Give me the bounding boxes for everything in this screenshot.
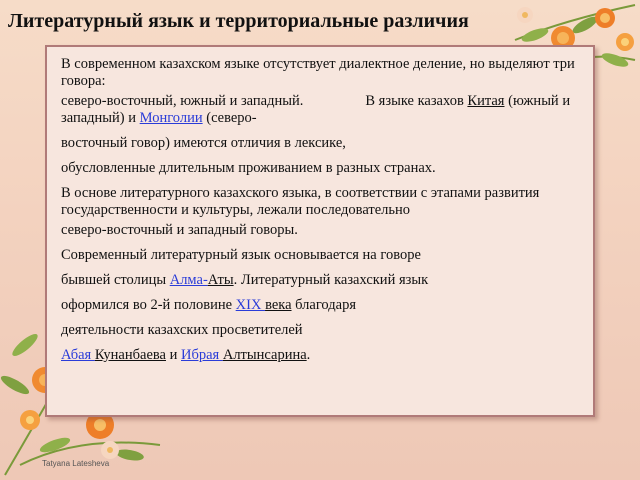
paragraph-northeast: северо-восточный и западный говоры. — [61, 222, 298, 238]
author-watermark: Tatyana Latesheva — [42, 459, 110, 468]
link-ibrai[interactable]: Ибрая — [181, 347, 223, 363]
paragraph-names: Абая Кунанбаева и Ибрая Алтынсарина. — [61, 347, 311, 363]
link-mongolia[interactable]: Монголии — [139, 110, 203, 126]
paragraph-lexicon: восточный говор) имеются отличия в лексике, — [61, 135, 346, 151]
paragraph-modern: Современный литературный язык основывается на говоре — [61, 247, 421, 263]
paragraph-dialect-names: северо-восточный, южный и западный. В языке казахов Китая (южный и западный) и Монголии (северо- — [61, 93, 571, 126]
slide-title: Литературный язык и территориальные различия — [8, 10, 469, 32]
link-abai-cont[interactable]: Кунанбаева — [94, 347, 166, 363]
paragraph-century: оформился во 2-й половине XIX века благодаря — [61, 297, 356, 313]
paragraph-basis: В основе литературного казахского языка, в соответствии с этапами развития государственности и культуры, лежали последовательно — [61, 185, 540, 218]
link-almaty[interactable]: Алма- — [169, 272, 208, 288]
link-xix[interactable]: XIX — [235, 297, 266, 313]
paragraph-capital: бывшей столицы Алма-Аты. Литературный казахский язык — [61, 272, 429, 288]
link-almaty-cont[interactable]: Аты — [207, 272, 234, 288]
link-abai[interactable]: Абая — [61, 347, 95, 363]
link-china[interactable]: Китая — [467, 93, 505, 109]
paragraph-enlighteners: деятельности казахских просветителей — [61, 322, 303, 338]
content-text — [61, 56, 591, 372]
paragraph-countries: обусловленные длительным проживанием в разных странах. — [61, 160, 436, 176]
link-ibrai-cont[interactable]: Алтынсарина — [222, 347, 307, 363]
paragraph-dialects: В современном казахском языке отсутствует диалектное деление, но выделяют три говора: — [61, 56, 575, 89]
link-century-cont[interactable]: века — [265, 297, 292, 313]
